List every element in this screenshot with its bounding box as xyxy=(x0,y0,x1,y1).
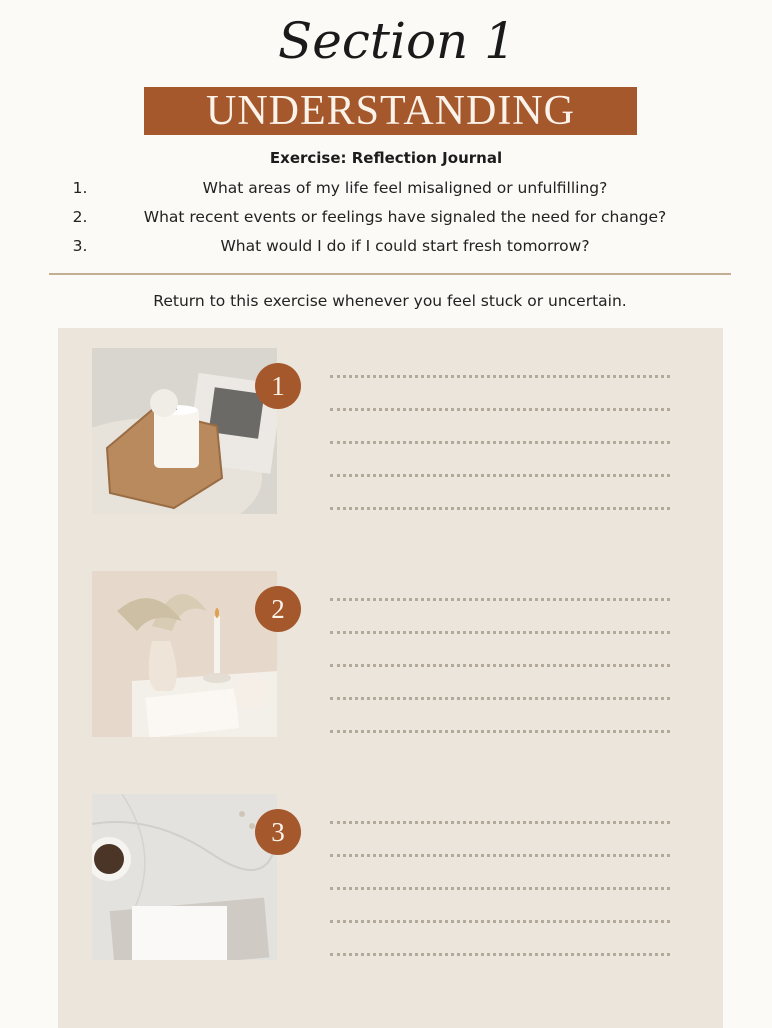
writing-line[interactable] xyxy=(330,507,670,510)
divider xyxy=(49,273,731,275)
journal-entry-1 xyxy=(92,348,712,514)
writing-line[interactable] xyxy=(330,474,670,477)
exercise-title: Exercise: Reflection Journal xyxy=(269,149,503,167)
question-text: What would I do if I could start fresh tomorrow? xyxy=(220,237,590,255)
banner-title: UNDERSTANDING xyxy=(206,88,575,134)
question-list xyxy=(0,176,772,263)
writing-line[interactable] xyxy=(330,631,670,634)
question-text: What recent events or feelings have signaled the need for change? xyxy=(143,208,667,226)
journal-entry-3 xyxy=(92,794,712,960)
writing-line[interactable] xyxy=(330,730,670,733)
question-item xyxy=(0,176,772,205)
writing-line[interactable] xyxy=(330,953,670,956)
writing-line[interactable] xyxy=(330,920,670,923)
vase-candle-photo xyxy=(92,571,277,737)
svg-text:Section 1: Section 1 xyxy=(278,12,516,70)
writing-line[interactable] xyxy=(330,375,670,378)
writing-line[interactable] xyxy=(330,821,670,824)
entry-number-badge: 1 xyxy=(255,363,301,409)
section-script-title xyxy=(0,6,772,86)
writing-lines[interactable] xyxy=(330,598,670,763)
writing-lines[interactable] xyxy=(330,821,670,986)
writing-lines[interactable] xyxy=(330,375,670,540)
writing-line[interactable] xyxy=(330,664,670,667)
question-text: What areas of my life feel misaligned or unfulfilling? xyxy=(202,179,608,197)
question-number: 3. xyxy=(72,237,88,255)
writing-line[interactable] xyxy=(330,854,670,857)
question-number: 1. xyxy=(72,179,88,197)
candle-photo xyxy=(92,348,277,514)
journal-entry-2 xyxy=(92,571,712,737)
return-note: Return to this exercise whenever you feel stuck or uncertain. xyxy=(153,292,627,310)
writing-line[interactable] xyxy=(330,887,670,890)
entry-number-badge: 3 xyxy=(255,809,301,855)
writing-line[interactable] xyxy=(330,441,670,444)
question-item xyxy=(0,234,772,263)
question-number: 2. xyxy=(72,208,88,226)
coffee-marble-photo xyxy=(92,794,277,960)
section-banner xyxy=(144,87,637,135)
writing-line[interactable] xyxy=(330,697,670,700)
question-item xyxy=(0,205,772,234)
entry-number-badge: 2 xyxy=(255,586,301,632)
writing-line[interactable] xyxy=(330,408,670,411)
writing-line[interactable] xyxy=(330,598,670,601)
